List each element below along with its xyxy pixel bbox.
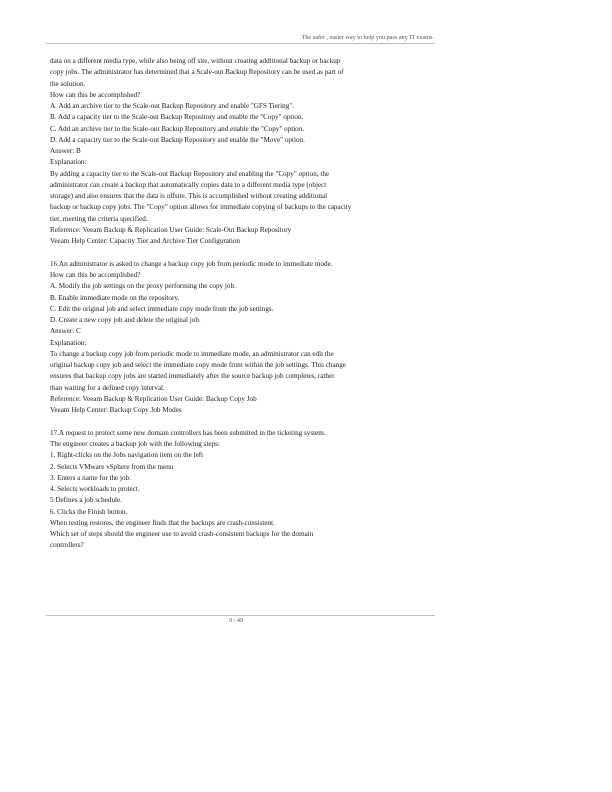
paragraph-spacer (50, 416, 420, 428)
question-prompt: How can this be accomplished? (50, 90, 141, 99)
footer-divider (46, 615, 435, 616)
answer-key: Answer: B (50, 147, 81, 155)
explanation-line: By adding a capacity tier to the Scale-out Backup Repository and enabling the "Copy" option, the (50, 169, 330, 178)
explanation-line: administrator can create a backup that automatically copies data to a different media type (object (50, 180, 327, 189)
explanation-line: tier, meeting the criteria specified. (50, 214, 148, 223)
question-stem-line: The engineer creates a backup job with the following steps: (50, 440, 220, 448)
reference-line: Veeam Help Center: Capacity Tier and Archive Tier Configuration (50, 237, 240, 245)
reference-line: Veeam Help Center: Backup Copy Job Modes (50, 406, 182, 414)
procedure-step: 2. Selects VMware vSphere from the menu (50, 462, 174, 471)
procedure-step: 3. Enters a name for the job. (50, 473, 131, 482)
question-stem-line: 16.An administrator is asked to change a backup copy job from periodic mode to immediate mode. (50, 259, 333, 268)
answer-option-c: C. Edit the original job and select immediate copy mode from the job settings. (50, 304, 274, 313)
question-17 (50, 428, 420, 552)
question-prompt: How can this be accomplished? (50, 271, 141, 279)
answer-option-c: C. Add an archive tier to the Scale-out Backup Repository and enable the "Copy" option. (50, 124, 305, 133)
reference-line: Reference: Veeam Backup & Replication User Guide: Backup Copy Job (50, 394, 257, 403)
question-15-continued (50, 56, 420, 247)
explanation-line: ensures that backup copy jobs are started immediately after the source backup job completes, rather (50, 372, 335, 381)
explanation-line: backup or backup copy jobs. The "Copy" option allows for immediate copying of backups to the capacity (50, 203, 352, 212)
header-divider (46, 43, 435, 44)
explanation-label: Explanation: (50, 338, 87, 347)
answer-option-a: A. Add an archive tier to the Scale-out Backup Repository and enable "GFS Tiering". (50, 102, 295, 110)
explanation-label: Explanation: (50, 158, 87, 167)
page-number: 9 / 49 (229, 617, 244, 624)
answer-option-d: D. Add a capacity tier to the Scale-out Backup Repository and enable the "Move" option. (50, 135, 305, 144)
explanation-line: original backup copy job and select the immediate copy mode from within the job settings. This change (50, 361, 346, 369)
question-prompt: controllers? (50, 541, 84, 550)
page-content (50, 56, 420, 552)
header-tagline: The safer , easier way to help you pass any IT exams. (301, 34, 434, 41)
reference-line: Reference: Veeam Backup & Replication User Guide: Scale-Out Backup Repository (50, 225, 292, 234)
answer-option-a: A. Modify the job settings on the proxy performing the copy job. (50, 282, 236, 291)
answer-key: Answer: C (50, 327, 81, 336)
procedure-step: 6. Clicks the Finish button. (50, 507, 128, 516)
explanation-line: than waiting for a defined copy interval. (50, 383, 165, 392)
procedure-step: 4. Selects workloads to protect. (50, 485, 140, 493)
question-stem-line: copy jobs. The administrator has determined that a Scale-out Backup Repository can be used as part of (50, 68, 344, 77)
question-stem-line: 17.A request to protect some new domain controllers has been submitted in the ticketing system. (50, 428, 326, 437)
answer-option-b: B. Enable immediate mode on the repository. (50, 293, 180, 302)
procedure-step: 5 Defines a job schedule. (50, 496, 122, 505)
question-stem-line: the solution. (50, 79, 86, 88)
question-stem-line: When testing restores, the engineer finds that the backups are crash-consistent. (50, 518, 275, 527)
explanation-line: storage) and also ensures that the data is offsite. This is accomplished without creating additional (50, 192, 328, 200)
question-16 (50, 259, 420, 417)
question-stem-line: data on a different media type, while also being off site, without creating additional backup or backup (50, 57, 341, 65)
answer-option-b: B. Add a capacity tier to the Scale-out Backup Repository and enable the "Copy" option. (50, 113, 304, 122)
answer-option-d: D. Create a new copy job and delete the original job. (50, 316, 201, 324)
procedure-step: 1. Right-clicks on the Jobs navigation item on the left (50, 451, 204, 460)
question-prompt: Which set of steps should the engineer use to avoid crash-consistent backups for the domain (50, 530, 314, 538)
paragraph-spacer (50, 247, 420, 259)
explanation-line: To change a backup copy job from periodic mode to immediate mode, an administrator can edit the (50, 349, 334, 358)
